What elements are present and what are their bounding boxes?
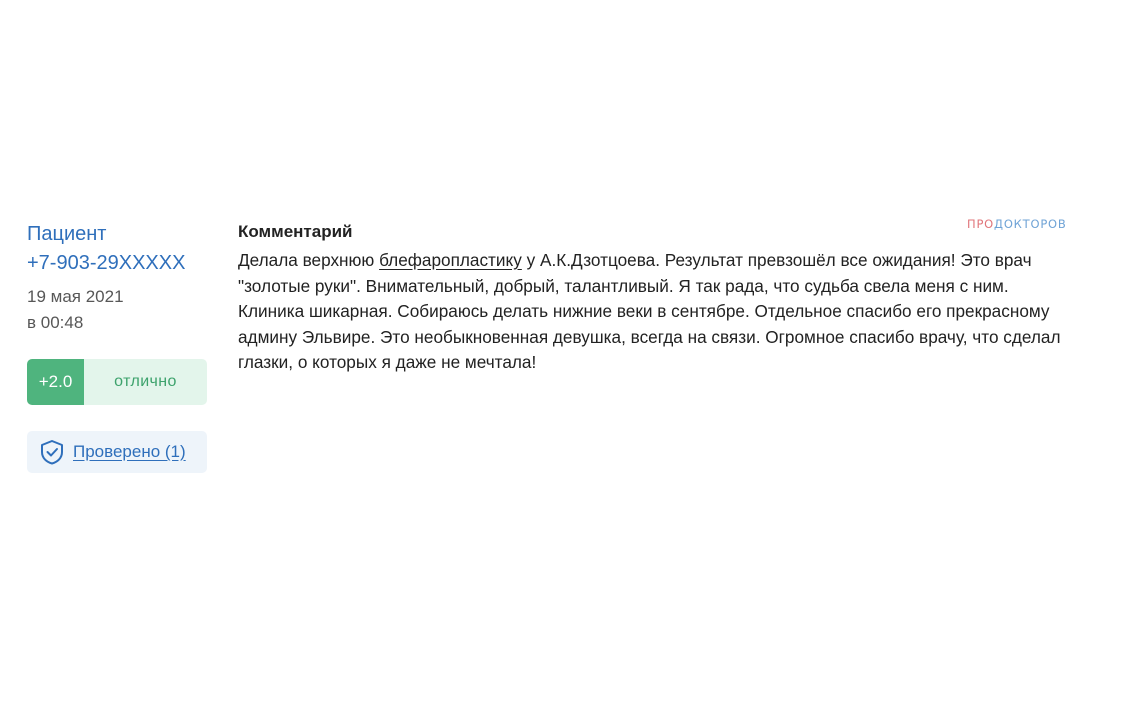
comment-text [238,248,1078,376]
rating-score: +2.0 [27,359,84,405]
author-phone: +7-903-29XXXXX [27,252,186,274]
verified-label: Проверено (1) [73,442,186,461]
procedure-link[interactable]: блефаропластику [379,250,522,270]
brand-part-pro: ПРО [967,217,995,231]
rating-badge [27,359,207,405]
review-datetime [27,284,212,336]
review-date: 19 мая 2021 [27,287,124,306]
review-time: в 00:48 [27,313,84,332]
comment-text-start: Делала верхнюю [238,250,380,270]
author-name: Пациент [27,223,107,245]
comment-text-rest: у А.К.Дзотцоева. Результат превзошёл все ожидания! Это врач "золотые руки". Внимательный, добрый, талантливый. Я так рада, что судьба свела меня с ним. Клиника шикарная. Собираюсь делать нижние веки в сентябре. Отдельное спасибо его прекрасному админу Эльвире. Это необыкновенная девушка, всегда на связи. Огромное спасибо врачу, что сделал глазки, о которых я даже не мечтала! [238,250,1061,372]
shield-check-icon [39,439,65,465]
verified-button[interactable] [27,431,207,473]
prodoktorov-logo [967,217,1067,231]
author-column [27,220,212,461]
rating-label: отлично [84,359,207,405]
comment-column [238,220,1078,376]
author-name-link[interactable] [27,220,212,278]
comment-heading: Комментарий [238,222,353,241]
brand-part-doktorov: ДОКТОРОВ [994,217,1067,231]
